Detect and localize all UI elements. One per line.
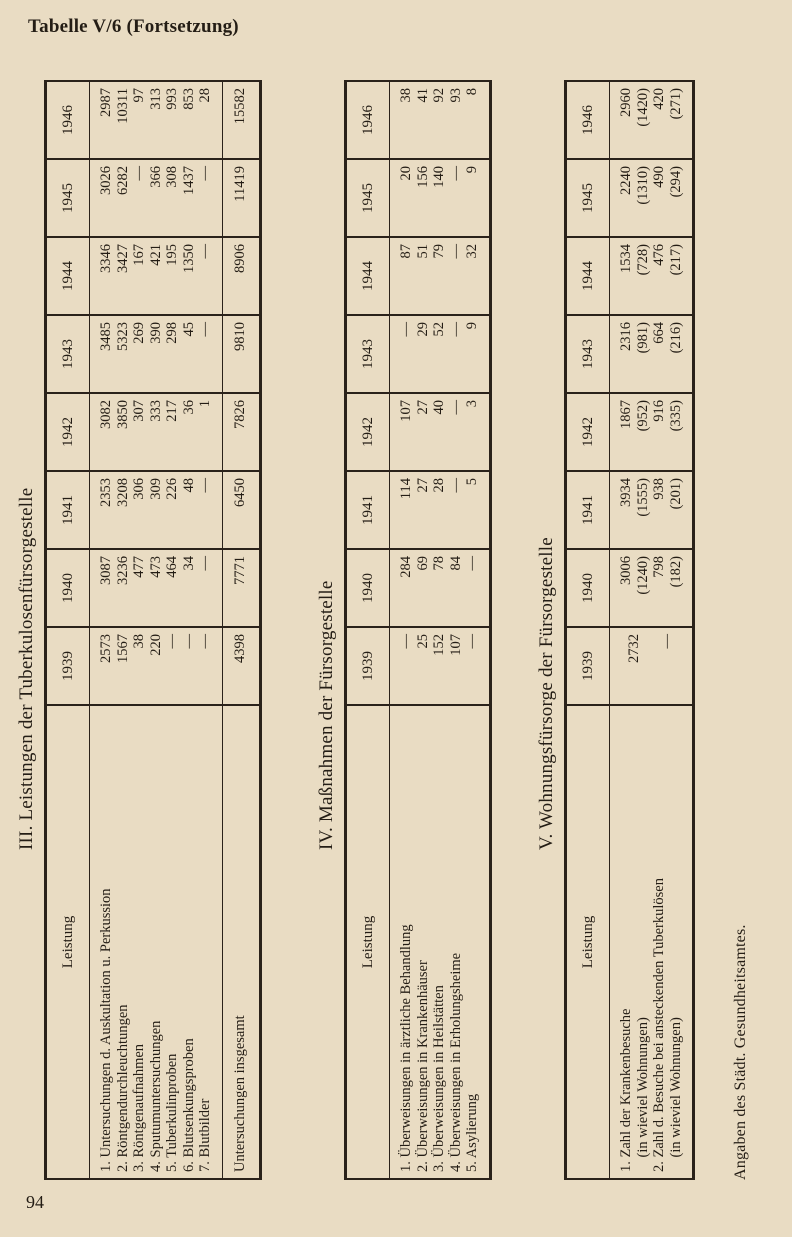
table-5-values-1940: 3006 (1240) 798 (182) [610, 549, 693, 627]
table-5-header-year: 1943 [567, 315, 610, 393]
table-4-values-1943: — 29 52 — 9 [390, 315, 489, 393]
table-4-values-1939: — 25 152 107 — [390, 627, 489, 705]
table-4-values-1946: 38 41 92 93 8 [390, 82, 489, 159]
table-5-values-1941: 3934 (1555) 938 (201) [610, 471, 693, 549]
table-3-header-year: 1941 [47, 471, 90, 549]
table-3-total-row [222, 82, 259, 1178]
table-5-header-year: 1941 [567, 471, 610, 549]
table-3-header-year: 1940 [47, 549, 90, 627]
table-3-body-row [90, 82, 223, 1178]
table-3-values-1945: 3026 6282 — 366 308 1437 — [90, 159, 223, 237]
table-5-header-year: 1939 [567, 627, 610, 705]
table-5-values-1942: 1867 (952) 916 (335) [610, 393, 693, 471]
table-5-header-row [567, 82, 610, 1178]
table-3-title: III. Leistungen der Tuberkulosenfürsorgestelle [16, 487, 37, 850]
table-3-total-value: 8906 [222, 237, 259, 315]
table-3-header-leistung: Leistung [47, 705, 90, 1178]
table-4-header-row [347, 82, 390, 1178]
table-4-header-year: 1944 [347, 237, 390, 315]
table-4-values-1945: 20 156 140 — 9 [390, 159, 489, 237]
table-5 [564, 80, 695, 1180]
table-3-values-1944: 3346 3427 167 421 195 1350 — [90, 237, 223, 315]
table-4-header-year: 1942 [347, 393, 390, 471]
table-3 [44, 80, 262, 1180]
table-3-total-value: 7771 [222, 549, 259, 627]
table-3-total-value: 15582 [222, 82, 259, 159]
table-3-values-1940: 3087 3236 477 473 464 34 — [90, 549, 223, 627]
source-note: Angaben des Städt. Gesundheitsamtes. [732, 924, 749, 1180]
page-number: 94 [26, 1192, 44, 1212]
table-3-values-1942: 3082 3850 307 333 217 36 1 [90, 393, 223, 471]
table-4-items: 1. Überweisungen in ärztliche Behandlung 2. Überweisungen in Krankenhäuser 3. Überweisungen in Heilstätten 4. Überweisungen in Erholungsheime 5. Asylierung [398, 924, 480, 1172]
table-4-values-1941: 114 27 28 — 5 [390, 471, 489, 549]
table-3-total-label: Untersuchungen insgesamt [222, 705, 259, 1178]
table-3-total-value: 11419 [222, 159, 259, 237]
table-5-values-1939: 2732 — [610, 627, 693, 705]
table-3-header-year: 1945 [47, 159, 90, 237]
table-5-header-year: 1946 [567, 82, 610, 159]
table-3-values-1941: 2353 3208 306 309 226 48 — [90, 471, 223, 549]
table-5-header-year: 1940 [567, 549, 610, 627]
table-4-values-1944: 87 51 79 — 32 [390, 237, 489, 315]
table-4-header-year: 1943 [347, 315, 390, 393]
table-4-values-1940: 284 69 78 84 — [390, 549, 489, 627]
table-5-header-year: 1945 [567, 159, 610, 237]
table-5-values-1946: 2960 (1420) 420 (271) [610, 82, 693, 159]
table-5-items: 1. Zahl der Krankenbesuche (in wieviel Wohnungen) 2. Zahl d. Besuche bei ansteckenden Tuberkulösen (in wieviel Wohnungen) [618, 878, 684, 1172]
table-5-title: V. Wohnungsfürsorge der Fürsorgestelle [536, 537, 557, 850]
table-5-header-leistung: Leistung [567, 705, 610, 1178]
rotated-tables-block [16, 40, 776, 1180]
table-3-header-year: 1942 [47, 393, 90, 471]
table-4-values-1942: 107 27 40 — 3 [390, 393, 489, 471]
table-5-values-1943: 2316 (981) 664 (216) [610, 315, 693, 393]
table-4-title: IV. Maßnahmen der Fürsorgestelle [316, 580, 337, 850]
table-3-total-value: 9810 [222, 315, 259, 393]
table-3-header-year: 1944 [47, 237, 90, 315]
table-3-header-row [47, 82, 90, 1178]
table-5-values-1944: 1534 (728) 476 (217) [610, 237, 693, 315]
table-3-total-value: 7826 [222, 393, 259, 471]
table-4-header-leistung: Leistung [347, 705, 390, 1178]
table-3-values-1946: 2987 10311 97 313 993 853 28 [90, 82, 223, 159]
table-4-header-year: 1945 [347, 159, 390, 237]
table-5-body-row [610, 82, 693, 1178]
table-3-values-1939: 2573 1567 38 220 — — — [90, 627, 223, 705]
table-4-header-year: 1940 [347, 549, 390, 627]
table-4-header-year: 1946 [347, 82, 390, 159]
table-3-header-year: 1946 [47, 82, 90, 159]
table-3-items: 1. Untersuchungen d. Auskultation u. Perkussion 2. Röntgendurchleuchtungen 3. Röntgenaufnahmen 4. Sputumuntersuchungen 5. Tuberkulinproben 6. Blutsenkungsproben 7. Blutbilder [98, 888, 213, 1172]
table-3-total-value: 4398 [222, 627, 259, 705]
table-4-header-year: 1939 [347, 627, 390, 705]
table-3-total-value: 6450 [222, 471, 259, 549]
page-header-title: Tabelle V/6 (Fortsetzung) [28, 16, 239, 37]
table-4-body-row [390, 82, 489, 1178]
table-4 [344, 80, 492, 1180]
table-3-header-year: 1939 [47, 627, 90, 705]
table-5-values-1945: 2240 (1310) 490 (294) [610, 159, 693, 237]
table-3-values-1943: 3485 5323 269 390 298 45 — [90, 315, 223, 393]
table-5-header-year: 1944 [567, 237, 610, 315]
table-3-header-year: 1943 [47, 315, 90, 393]
table-5-header-year: 1942 [567, 393, 610, 471]
table-4-header-year: 1941 [347, 471, 390, 549]
